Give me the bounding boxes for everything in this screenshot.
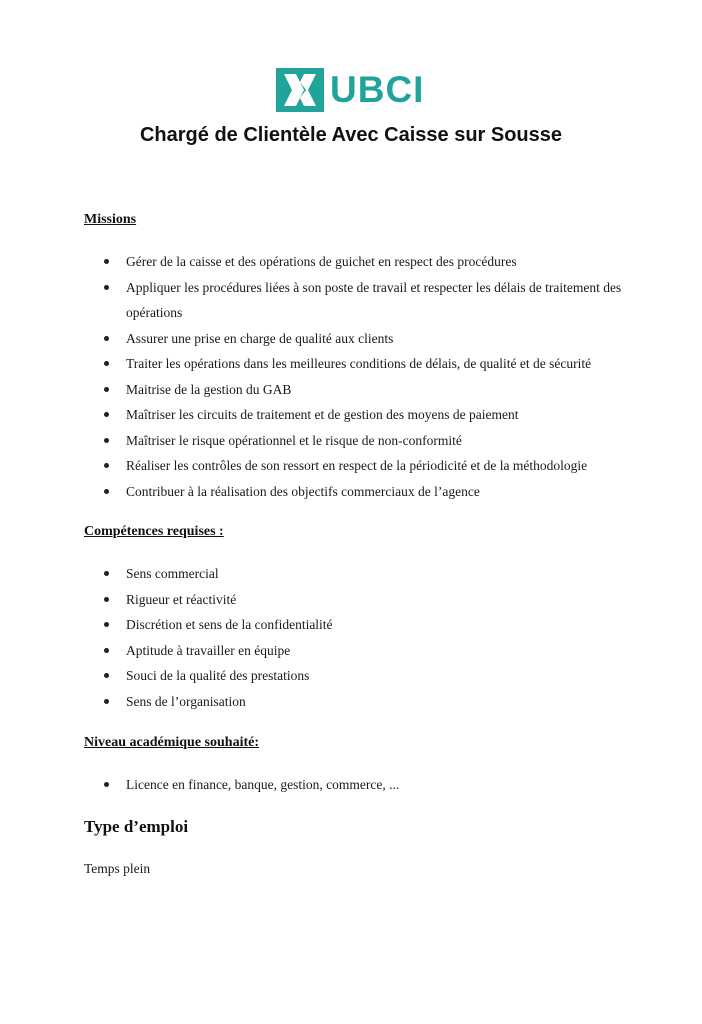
list-item — [0, 612, 403, 638]
bullet-icon — [104, 387, 109, 392]
list-item — [0, 377, 702, 403]
bullet-icon — [104, 597, 109, 602]
bullet-icon — [104, 438, 109, 443]
list-item — [0, 689, 403, 715]
list-item-text: Licence en finance, banque, gestion, commerce, ... — [126, 777, 400, 792]
list-item — [0, 587, 403, 613]
bullet-icon — [104, 673, 109, 678]
bullet-icon — [104, 285, 109, 290]
list-item — [0, 561, 403, 587]
list-item-text: Traiter les opérations dans les meilleures conditions de délais, de qualité et de sécurité — [126, 356, 592, 371]
list-item-text: Sens de l’organisation — [126, 693, 246, 709]
page-title: Chargé de Clientèle Avec Caisse sur Sousse — [139, 124, 563, 146]
list-item — [0, 453, 702, 479]
list-item — [0, 638, 403, 664]
bullet-icon — [104, 463, 109, 468]
list-item-text: Souci de la qualité des prestations — [126, 668, 310, 683]
niveau-list — [0, 772, 469, 798]
missions-list — [0, 249, 702, 504]
bullet-icon — [104, 412, 109, 417]
ubci-logo-text: UBCI — [330, 69, 425, 110]
list-item-text: Sens commercial — [126, 566, 219, 581]
list-item — [0, 275, 702, 326]
list-item — [0, 428, 702, 454]
list-item-text: Appliquer les procédures liées à son poste de travail et respecter les délais de traitement des opérations — [126, 279, 622, 320]
missions-heading: Missions — [84, 212, 137, 227]
bullet-icon — [104, 622, 109, 627]
ubci-logo — [276, 68, 424, 112]
list-item — [0, 326, 702, 352]
bullet-icon — [104, 571, 109, 576]
list-item-text: Rigueur et réactivité — [126, 591, 237, 607]
list-item — [0, 663, 403, 689]
bullet-icon — [104, 489, 109, 494]
list-item-text: Contribuer à la réalisation des objectifs commerciaux de l’agence — [126, 483, 480, 499]
bullet-icon — [104, 782, 109, 787]
competences-list — [0, 561, 403, 714]
list-item — [0, 249, 702, 275]
list-item — [0, 772, 469, 798]
list-item-text: Maîtriser les circuits de traitement et de gestion des moyens de paiement — [126, 407, 519, 422]
bullet-icon — [104, 648, 109, 653]
ubci-logo-mark-icon — [276, 68, 324, 112]
list-item-text: Maîtriser le risque opérationnel et le risque de non-conformité — [126, 432, 462, 448]
list-item — [0, 351, 702, 377]
list-item-text: Discrétion et sens de la confidentialité — [126, 617, 333, 632]
list-item — [0, 402, 702, 428]
niveau-heading: Niveau académique souhaité: — [84, 735, 259, 750]
list-item-text: Réaliser les contrôles de son ressort en respect de la périodicité et de la méthodologie — [126, 458, 588, 473]
list-item — [0, 479, 702, 505]
list-item-text: Gérer de la caisse et des opérations de guichet en respect des procédures — [126, 254, 517, 269]
bullet-icon — [104, 259, 109, 264]
list-item-text: Assurer une prise en charge de qualité aux clients — [126, 330, 394, 346]
list-item-text: Aptitude à travailler en équipe — [126, 642, 291, 658]
type-emploi-value: Temps plein — [84, 861, 151, 876]
competences-heading: Compétences requises : — [84, 524, 224, 539]
list-item-text: Maitrise de la gestion du GAB — [126, 381, 292, 397]
bullet-icon — [104, 336, 109, 341]
type-emploi-heading: Type d’emploi — [84, 817, 189, 836]
bullet-icon — [104, 361, 109, 366]
bullet-icon — [104, 699, 109, 704]
